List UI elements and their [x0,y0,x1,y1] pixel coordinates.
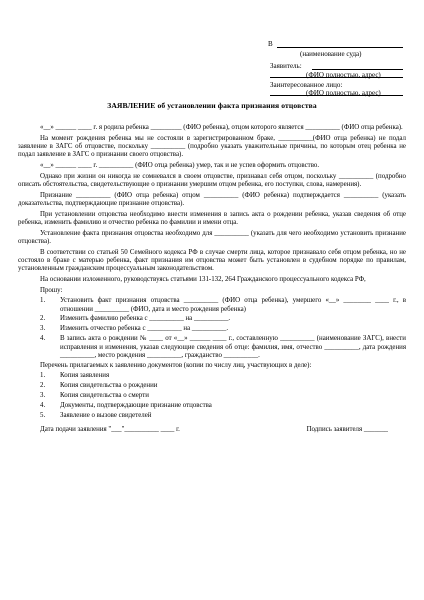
attachment-item [18,402,406,410]
attachment-text: Копия заявления [60,372,110,380]
applicant-caption: (ФИО полностью, адрес) [306,71,381,79]
attachment-item [18,372,406,380]
paragraph-law: В соответствии со статьей 50 Семейного кодекса РФ в случае смерти лица, которое признавало себя отцом ребенка, но не состояло в браке с матерью ребенка, факт признания им отцовства может быть установлен в судебном порядке по правилам, установленным гражданским процессуальным законодательством. [18,248,406,273]
interested-caption: (ФИО полностью, адрес) [306,89,381,97]
request-item [18,315,406,323]
attachments-title: Перечень прилагаемых к заявлению документов (копии по числу лиц, участвующих в деле): [40,361,312,369]
request-number: 3. [40,325,46,333]
applicant-signature: Подпись заявителя _______ [306,426,388,434]
request-item [18,335,406,360]
attachment-text: Копия свидетельства о смерти [60,392,149,400]
paragraph-changes: При установлении отцовства необходимо внести изменения в запись акта о рождении ребенка, указав сведения об отце ребенка, изменить фамилию и отчество ребенка по фамилии и имени отца. [18,210,406,226]
document-title: ЗАЯВЛЕНИЕ об установлении факта признания отцовства [107,101,317,110]
signature-row [18,426,406,434]
attachment-number: 2. [40,382,46,390]
request-number: 1. [40,297,46,305]
court-line [277,47,403,48]
attachment-text: Заявление о вызове свидетелей [60,411,152,419]
request-text: Изменить фамилию ребенка с __________ на __________. [60,315,231,323]
request-text: Установить факт признания отцовства __________ (ФИО отца ребенка), умершего «__» ________ ____ г., в отношении __________ (ФИО, дата и место рождения ребенка) [60,297,406,313]
attachment-text: Копия свидетельства о рождении [60,382,158,390]
attachment-item [18,412,406,420]
paragraph-birth: «__» ______ ____ г. я родила ребенка _________ (ФИО ребенка), отцом которого является __________ (ФИО отца ребенка). [40,124,403,131]
paragraph-purpose: Установление факта признания отцовства необходимо для __________ (указать для чего необходимо установить признание отцовства). [18,229,406,245]
attachment-item [18,382,406,390]
paragraph-basis: На основании изложенного, руководствуясь статьями 131-132, 264 Гражданского процессуального кодекса РФ, [40,275,366,283]
document-body [18,124,406,435]
attachment-item [18,392,406,400]
interested-label: Заинтересованное лицо: [270,81,343,89]
request-item [18,297,406,314]
request-text: В запись акта о рождении № ____ от «__» ______ ____ г., составленную __________ (наименование ЗАГС), внести исправления и изменения, указав следующие сведения об отце: фамилия, имя, отчество __________, дата рождения __________, место рождения __________, гражданство __________. [60,335,406,359]
court-caption: (наименование суда) [300,50,362,58]
attachment-number: 3. [40,392,46,400]
attachment-number: 5. [40,411,46,419]
applicant-label: Заявитель: [270,62,302,70]
request-text: Изменить отчество ребенка с __________ на __________. [60,325,229,333]
request-number: 2. [40,315,46,323]
paragraph-death: «__» ______ ____ г. __________ (ФИО отца ребенка) умер, так и не успев оформить отцовство. [40,161,320,169]
request-item [18,325,406,333]
filing-date: Дата подачи заявления "___"__________ ____ г. [40,426,180,434]
applicant-line [312,69,403,70]
attachment-number: 1. [40,372,46,380]
request-heading: Прошу: [40,286,63,294]
attachment-number: 4. [40,402,46,410]
paragraph-recognition: Признание __________ (ФИО отца ребенка) отцом __________ (ФИО ребенка) подтверждается __________ (указать доказательства, подтверждающие признание отцовства). [18,191,406,207]
to-prefix: В [268,40,273,48]
paragraph-marriage: На момент рождения ребенка мы не состояли в зарегистрированном браке, __________(ФИО отца ребенка) не подал заявление в ЗАГС об отцовстве, поскольку __________ (подробно указать уважительные причины, по которым отец ребенка не подал заявление в ЗАГС о признании своего отцовства). [18,134,406,159]
request-number: 4. [40,335,46,343]
attachment-text: Документы, подтверждающие признание отцовства [60,402,212,410]
paragraph-lifetime: Однако при жизни он никогда не сомневался в своем отцовстве, признавал себя отцом, поскольку __________ (подробно описать обстоятельства, свидетельствующие о признании умершим отцом ребенка, его поступки, слова, намерения). [18,172,406,188]
